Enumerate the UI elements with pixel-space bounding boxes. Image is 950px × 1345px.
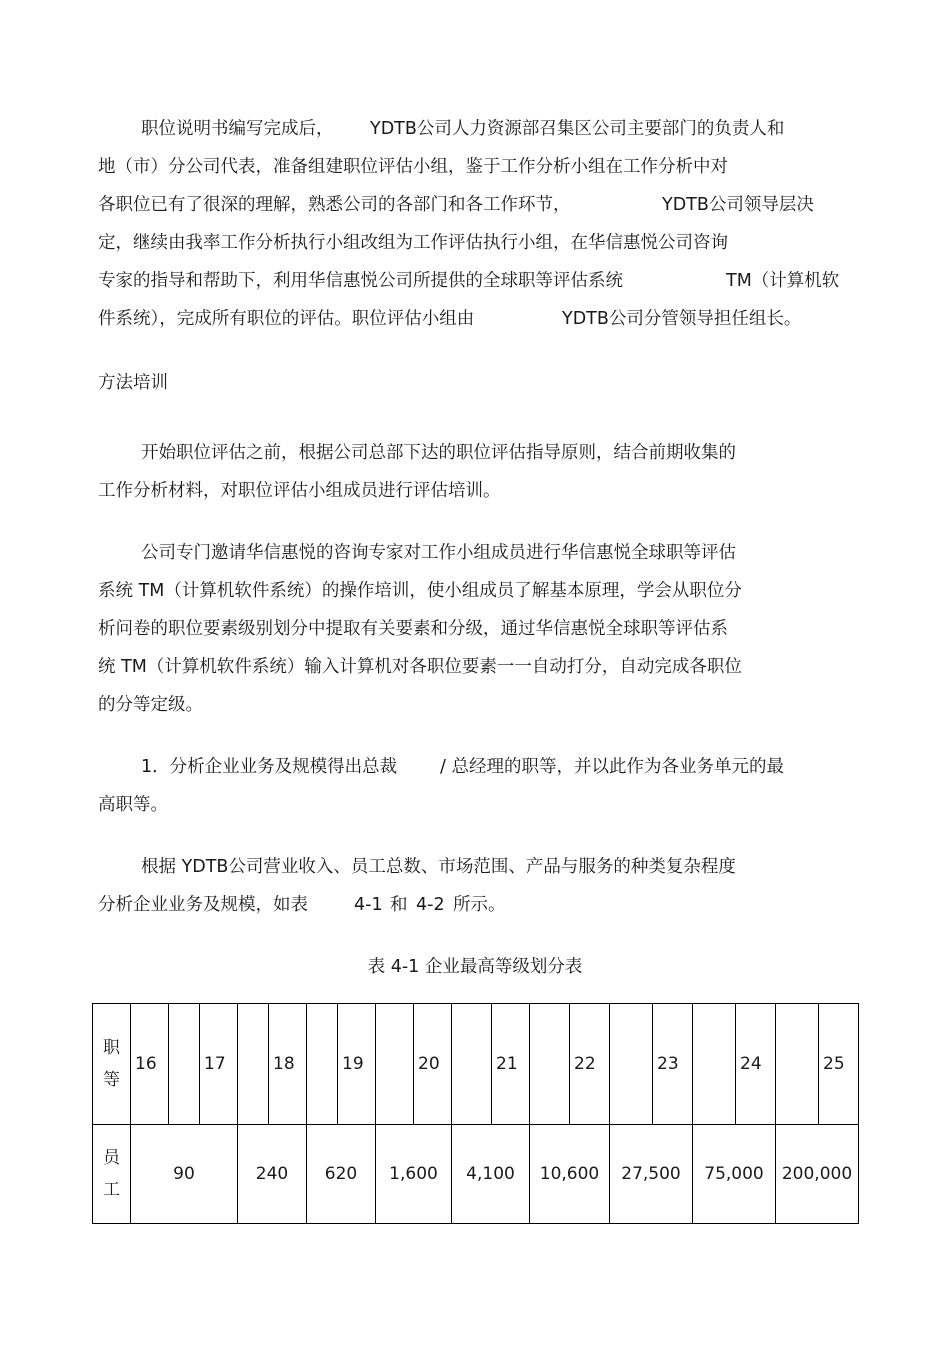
- text-line: 和: [390, 895, 408, 915]
- text-line: 公司专门邀请华信惠悦的咨询专家对工作小组成员进行华信惠悦全球职等评估: [141, 543, 736, 563]
- empty-cell: [307, 1004, 338, 1125]
- employee-cell: 240: [238, 1125, 307, 1224]
- text-line: YDTB公司领导层决: [662, 195, 814, 215]
- row-header-grade: 职 等: [93, 1004, 131, 1125]
- grade-cell: 23: [653, 1004, 693, 1125]
- grade-cell: 17: [200, 1004, 238, 1125]
- table-caption: 表 4-1 企业最高等级划分表: [367, 957, 583, 977]
- grade-cell: 21: [492, 1004, 530, 1125]
- grade-cell: 18: [269, 1004, 307, 1125]
- text-line: YDTB公司人力资源部召集区公司主要部门的负责人和: [370, 119, 785, 139]
- grade-table: [92, 1003, 859, 1224]
- text-line: / 总经理的职等，并以此作为各业务单元的最: [440, 757, 784, 777]
- text-line: 分析企业业务及规模，如表: [98, 895, 308, 915]
- employee-cell: 10,600: [530, 1125, 610, 1224]
- text-line: 系统 TM（计算机软件系统）的操作培训，使小组成员了解基本原理，学会从职位分: [98, 581, 742, 601]
- text-line: 1．分析企业业务及规模得出总裁: [141, 757, 398, 777]
- text-line: 4-1: [354, 895, 383, 915]
- employee-cell: 200,000: [776, 1125, 859, 1224]
- text-line: 高职等。: [98, 795, 168, 815]
- employee-cell: 90: [131, 1125, 238, 1224]
- grade-cell: 22: [570, 1004, 610, 1125]
- grade-cell: 20: [414, 1004, 452, 1125]
- text-line: 的分等定级。: [98, 695, 203, 715]
- text-line: 定，继续由我率工作分析执行小组改组为工作评估执行小组，在华信惠悦公司咨询: [98, 233, 728, 253]
- text-line: 4-2: [416, 895, 445, 915]
- section-heading: 方法培训: [98, 373, 168, 393]
- text-line: 件系统），完成所有职位的评估。职位评估小组由: [98, 309, 475, 329]
- employee-cell: 27,500: [610, 1125, 693, 1224]
- text-line: YDTB公司分管领导担任组长。: [562, 309, 802, 329]
- employee-cell: 75,000: [693, 1125, 776, 1224]
- grade-cell: 24: [736, 1004, 776, 1125]
- empty-cell: [530, 1004, 570, 1125]
- empty-cell: [169, 1004, 200, 1125]
- text-line: 各职位已有了很深的理解，熟悉公司的各部门和各工作环节，: [98, 195, 571, 215]
- employee-cell: 620: [307, 1125, 376, 1224]
- empty-cell: [376, 1004, 414, 1125]
- text-line: 专家的指导和帮助下，利用华信惠悦公司所提供的全球职等评估系统: [98, 271, 623, 291]
- empty-cell: [610, 1004, 653, 1125]
- text-line: 所示。: [453, 895, 506, 915]
- text-line: 职位说明书编写完成后，: [141, 119, 334, 139]
- text-line: 开始职位评估之前，根据公司总部下达的职位评估指导原则，结合前期收集的: [141, 443, 736, 463]
- employee-cell: 1,600: [376, 1125, 452, 1224]
- empty-cell: [452, 1004, 492, 1125]
- text-line: TM（计算机软: [726, 271, 840, 291]
- grade-cell: 16: [131, 1004, 169, 1125]
- text-line: 地（市）分公司代表，准备组建职位评估小组，鉴于工作分析小组在工作分析中对: [98, 157, 728, 177]
- table-row: [93, 1125, 859, 1224]
- employee-cell: 4,100: [452, 1125, 530, 1224]
- grade-cell: 25: [819, 1004, 859, 1125]
- table-row: [93, 1004, 859, 1125]
- text-line: 工作分析材料，对职位评估小组成员进行评估培训。: [98, 481, 501, 501]
- empty-cell: [238, 1004, 269, 1125]
- row-header-employees: 员 工: [93, 1125, 131, 1224]
- empty-cell: [776, 1004, 819, 1125]
- grade-cell: 19: [338, 1004, 376, 1125]
- text-line: 析问卷的职位要素级别划分中提取有关要素和分级，通过华信惠悦全球职等评估系: [98, 619, 728, 639]
- empty-cell: [693, 1004, 736, 1125]
- text-line: 统 TM（计算机软件系统）输入计算机对各职位要素一一自动打分，自动完成各职位: [98, 657, 742, 677]
- text-line: 根据 YDTB公司营业收入、员工总数、市场范围、产品与服务的种类复杂程度: [141, 857, 736, 877]
